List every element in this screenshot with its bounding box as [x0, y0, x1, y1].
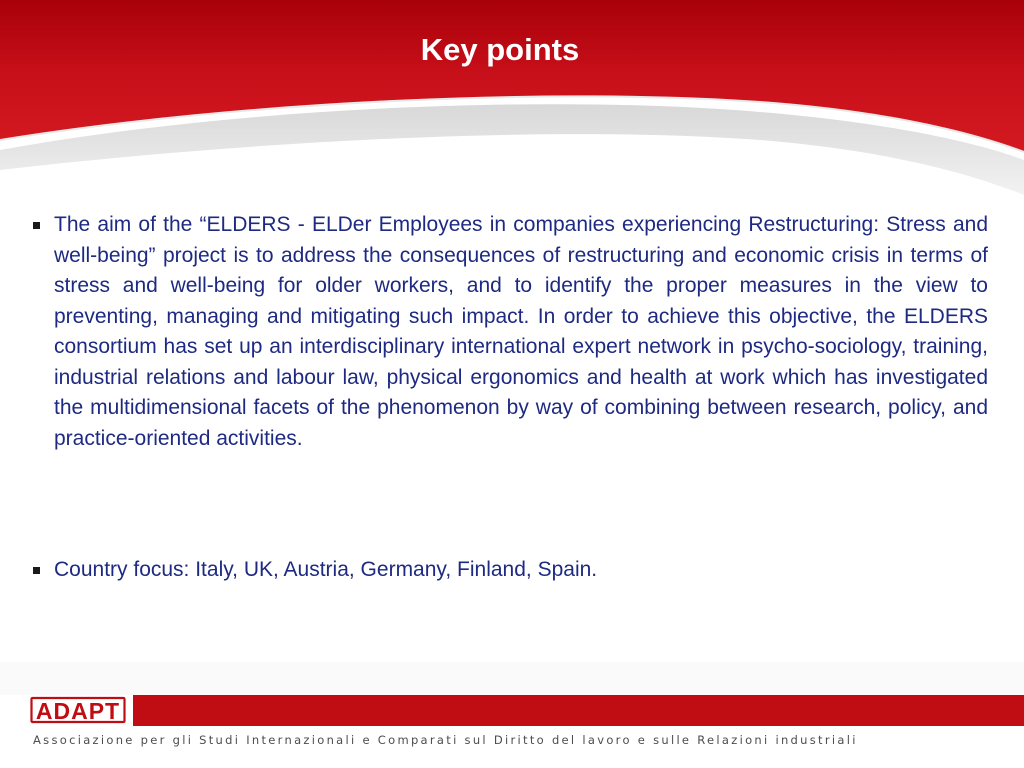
square-bullet-icon: [33, 567, 40, 574]
bullet-text: Country focus: Italy, UK, Austria, Germany, Finland, Spain.: [54, 558, 598, 581]
slide-title: Key points: [420, 32, 580, 67]
svg-text:ADAPT: ADAPT: [35, 698, 121, 724]
footer-tagline: Associazione per gli Studi Internazionali e Comparati sul Diritto del lavoro e sulle Relazioni industriali: [33, 733, 858, 747]
adapt-logo: [30, 696, 126, 724]
bullet-text: The aim of the “ELDERS - ELDer Employees in companies experiencing Restructuring: Stress and well-being” project is to address the consequences of restructuring and economic crisis in terms of stress and well-being for older workers, and to identify the proper measures in the view to preventing, managing and mitigating such impact. In order to achieve this objective, the ELDERS consortium has set up an interdisciplinary international expert network in psycho-sociology, training, industrial relations and labour law, physical ergonomics and health at work which has investigated the multidimensional facets of the phenomenon by way of combining between research, policy, and practice-oriented activities.: [54, 213, 988, 450]
footer-bar: [0, 695, 1024, 726]
square-bullet-icon: [33, 222, 40, 229]
slide-content: [30, 210, 988, 586]
bullet-item: [30, 555, 988, 586]
bullet-item: [30, 210, 988, 454]
